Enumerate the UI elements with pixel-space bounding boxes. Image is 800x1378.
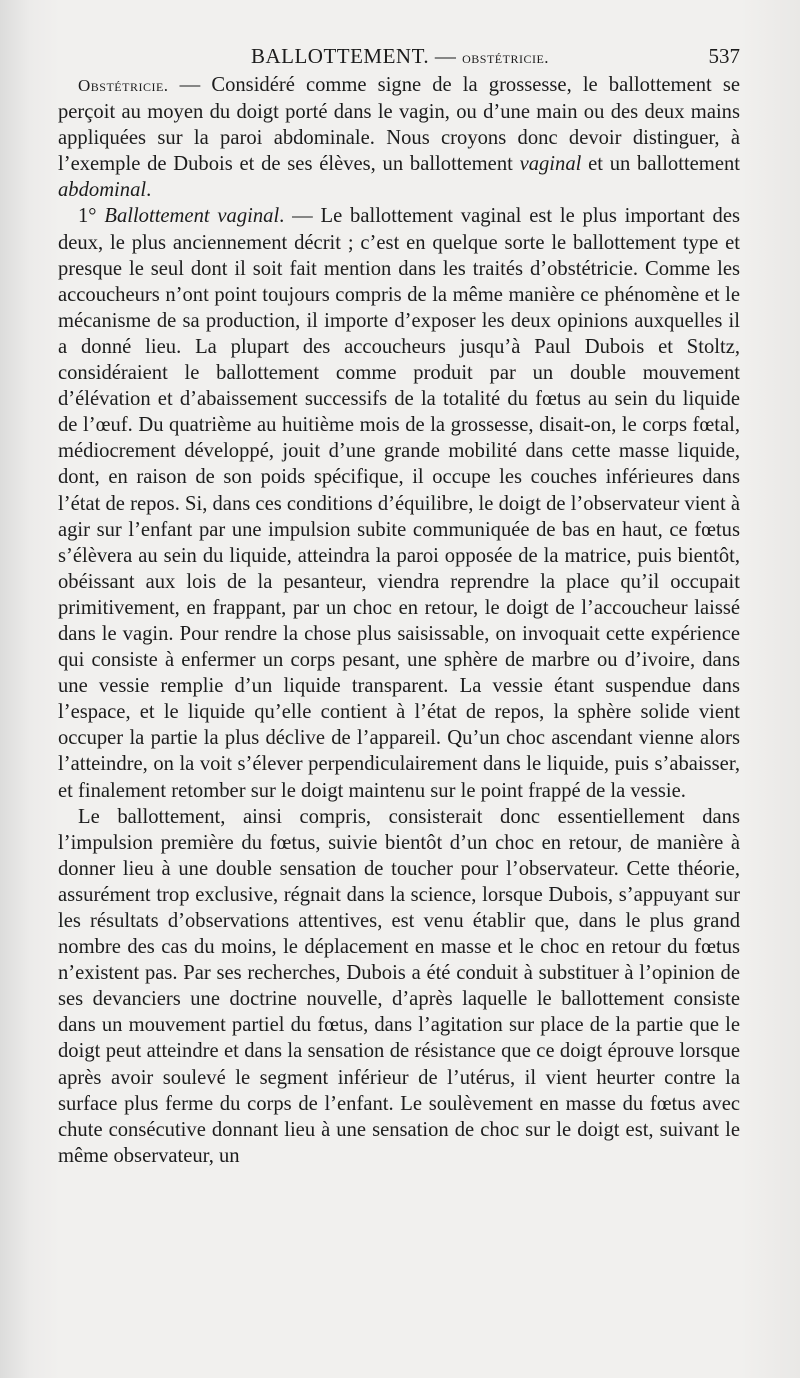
header-title-main: BALLOTTEMENT.: [250, 44, 430, 68]
italic-term-vaginal: vaginal: [519, 153, 582, 176]
italic-term-abdominal: abdominal: [58, 179, 147, 202]
header-title-section: obstétricie.: [462, 48, 550, 67]
running-title: [60, 40, 740, 74]
page-number: 537: [708, 44, 740, 68]
body-text: [58, 72, 740, 1169]
paragraph-text: .: [146, 179, 152, 202]
section-number: 1°: [78, 205, 97, 228]
paragraph-obstetricie: [58, 72, 740, 203]
paragraph-text: — Considéré comme signe de la grossesse, le ballottement se perçoit au moyen du doigt porté dans le vagin, ou d’une main ou des deux mains appliquées sur la paroi abdominale. Nous croyons donc devoir distinguer, à l’exemple de Dubois et de ses élèves, un ballottement: [58, 74, 740, 176]
header-title-separator: —: [429, 44, 463, 68]
paragraph-theorie: Le ballottement, ainsi compris, consisterait donc essentiellement dans l’impulsion première du fœtus, suivie bientôt d’un choc en retour, de manière à donner lieu à une double sensation de toucher pour l’observateur. Cette théorie, assurément trop exclusive, régnait dans la science, lorsque Dubois, s’appuyant sur les résultats d’observations attentives, est venu établir que, dans le plus grand nombre des cas du moins, le déplacement en masse et le choc en retour du fœtus n’existent pas. Par ses recherches, Dubois a été conduit à substituer à l’opinion de ses devanciers une doctrine nouvelle, d’après laquelle le ballottement consiste dans un mouvement partiel du fœtus, dans l’agitation sur place de la partie que le doigt peut atteindre et dans la sensation de résistance que ce doigt éprouve lorsque après avoir soulevé le segment inférieur de l’utérus, il vient heurter contre la surface plus ferme du corps de l’enfant. Le soulèvement en masse du fœtus avec chute consécutive donnant lieu à une sensation de choc sur le doigt est, suivant le même observateur, un: [58, 805, 740, 1167]
section-heading: Ballottement vaginal: [104, 205, 280, 228]
paragraph-ballottement-vaginal: [58, 203, 740, 803]
paragraph-text: et un ballottement: [581, 153, 740, 176]
paragraph-text: . — Le ballottement vaginal est le plus important des deux, le plus anciennement décrit ; c’est en quelque sorte le ballottement type et presque le seul dont il soit fait mention dans les traités d’obstétricie. Comme les accoucheurs n’ont point toujours compris de la même manière ce phénomène et le mécanisme de sa production, il importe d’exposer les deux opinions auxquelles il a donné lieu. La plupart des accoucheurs jusqu’à Paul Dubois et Stoltz, considéraient le ballottement comme produit par un double mouvement d’élévation et d’abaissement successifs de la totalité du fœtus au sein du liquide de l’œuf. Du quatrième au huitième mois de la grossesse, disait-on, le corps fœtal, médiocrement développé, jouit d’une grande mobilité dans cette masse liquide, dont, en raison de son poids spécifique, il occupe les couches inférieures dans l’état de repos. Si, dans ces conditions d’équilibre, le doigt de l’observateur vient à agir sur l’enfant par une impulsion subite communiquée de bas en haut, ce fœtus s’élèvera au sein du liquide, atteindra la paroi opposée de la matrice, puis bientôt, obéissant aux lois de la pesanteur, viendra reprendre la place qu’il occupait primitivement, en frappant, par un choc en retour, le doigt de l’accoucheur laissé dans le vagin. Pour rendre la chose plus saisissable, on invoquait cette expérience qui consiste à enfermer un corps pesant, une sphère de marbre ou d’ivoire, dans une vessie remplie d’un liquide transparent. La vessie étant suspendue dans l’espace, et le liquide qu’elle contient à l’état de repos, la sphère solide vient occuper la partie la plus déclive de l’appareil. Qu’un choc ascendant vienne alors l’atteindre, on la voit s’élever perpendiculairement dans le liquide, puis s’abaisser, et finalement retomber sur le doigt maintenu sur le point frappé de la vessie.: [58, 205, 740, 802]
running-header: [60, 40, 740, 72]
section-lead: Obstétricie.: [78, 76, 169, 95]
